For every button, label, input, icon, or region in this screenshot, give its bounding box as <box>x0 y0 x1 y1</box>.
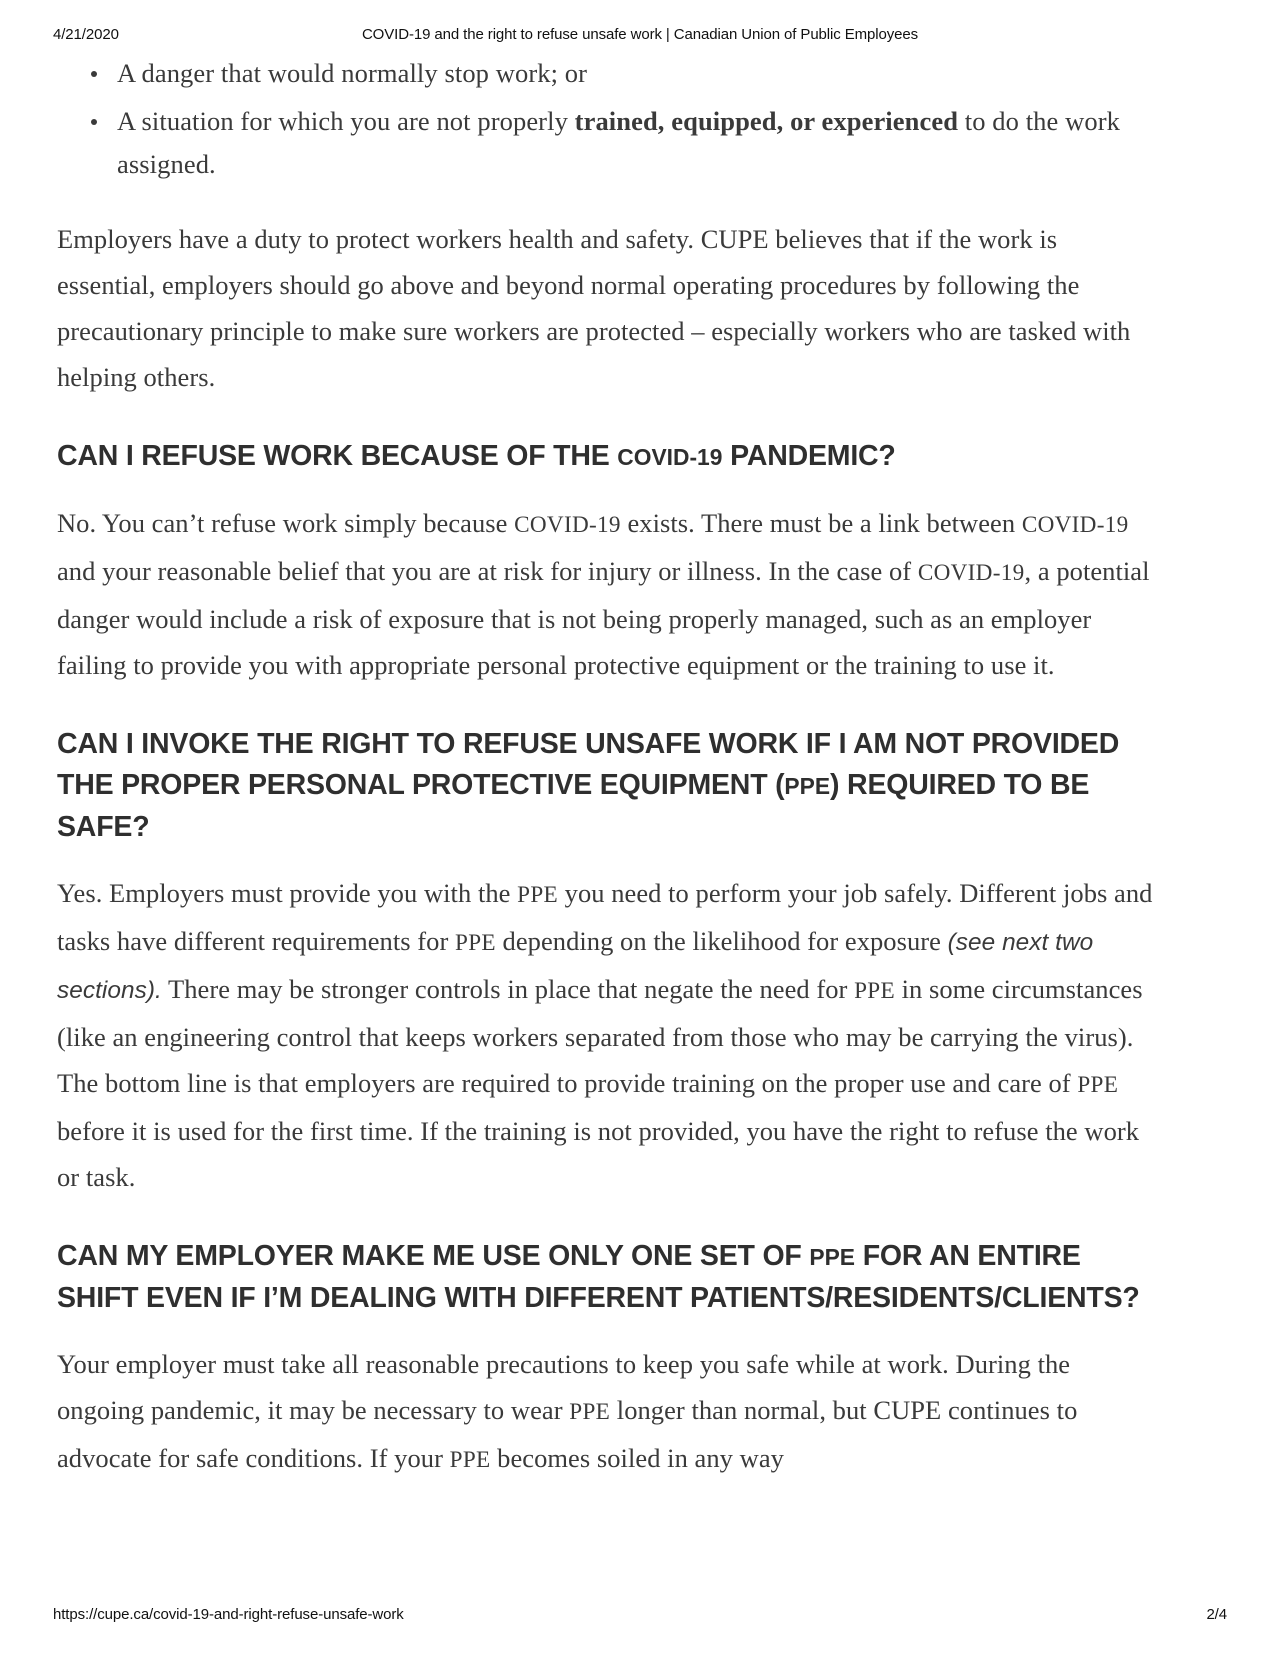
heading-run: ) REQUIRED TO BE SAFE? <box>57 769 1090 843</box>
text-run: in some circumstances (like an engineering control that keeps workers separated from those who may be carrying the virus). The bottom line is that employers are required to provide training on the proper use and care of <box>57 974 1143 1098</box>
bullet-text-2-pre: A situation for which you are not properly <box>117 106 575 136</box>
article-content <box>57 52 1161 1483</box>
print-header-date: 4/21/2020 <box>53 26 119 43</box>
abbrev-run: COVID-19 <box>514 512 621 538</box>
section-body-1 <box>57 500 1161 688</box>
text-run: No. You can’t refuse work simply because <box>57 508 515 538</box>
abbrev-run: PPE <box>569 1399 611 1425</box>
heading-run: CAN MY EMPLOYER MAKE ME USE ONLY ONE SET OF <box>57 1240 810 1272</box>
heading-smallcaps-run: PPE <box>784 773 831 799</box>
list-item <box>57 52 1161 95</box>
heading-smallcaps-run: COVID-19 <box>617 444 723 470</box>
heading-run: FOR AN ENTIRE SHIFT EVEN IF I’M DEALING WITH DIFFERENT PATIENTS/RESIDENTS/CLIENTS? <box>57 1240 1140 1314</box>
text-run: you need to perform your job safely. Different jobs and tasks have different requirements for <box>57 878 1153 956</box>
section-heading-2 <box>57 724 1161 848</box>
italic-run: (see next two sections). <box>57 929 1094 1004</box>
heading-run: CAN I REFUSE WORK BECAUSE OF THE <box>57 440 618 472</box>
abbrev-run: PPE <box>517 882 558 908</box>
conditions-bullet-list <box>57 52 1161 186</box>
bullet-text-2-emphasis: trained, equipped, or experienced <box>574 106 959 136</box>
bullet-text-1: A danger that would normally stop work; or <box>117 58 588 88</box>
section-heading-1 <box>57 436 1161 478</box>
text-run: exists. There must be a link between <box>620 508 1022 538</box>
text-run: Your employer must take all reasonable precautions to keep you safe while at work. During the ongoing pandemic, it may be necessary to wear <box>57 1349 1071 1425</box>
abbrev-run: PPE <box>854 978 895 1004</box>
print-footer <box>0 1606 1280 1628</box>
text-run: depending on the likelihood for exposure <box>495 926 948 956</box>
text-run: becomes soiled in any way <box>490 1443 784 1473</box>
heading-run: PANDEMIC? <box>722 440 896 472</box>
abbrev-run: COVID-19 <box>1021 512 1129 538</box>
heading-run: CAN I INVOKE THE RIGHT TO REFUSE UNSAFE WORK IF I AM NOT PROVIDED THE PROPER PERSONAL PROTECTIVE EQUIPMENT ( <box>57 728 1120 801</box>
section-body-2 <box>57 870 1161 1200</box>
abbrev-run: PPE <box>455 930 496 956</box>
list-item <box>57 100 1161 186</box>
text-run: before it is used for the first time. If the training is not provided, you have the right to refuse the work or task. <box>57 1116 1140 1192</box>
print-footer-page-number: 2/4 <box>1206 1606 1227 1623</box>
print-header-title: COVID-19 and the right to refuse unsafe work | Canadian Union of Public Employees <box>361 26 919 43</box>
abbrev-run: COVID-19 <box>917 560 1025 586</box>
text-run: , a potential danger would include a risk of exposure that is not being properly managed, such as an employer failing to provide you with appropriate personal protective equipment or the training to use it. <box>57 556 1150 680</box>
text-run: Yes. Employers must provide you with the <box>57 878 518 908</box>
section-body-3 <box>57 1341 1161 1483</box>
text-run: and your reasonable belief that you are at risk for injury or illness. In the case of <box>57 556 918 586</box>
intro-paragraph: Employers have a duty to protect workers health and safety. CUPE believes that if the work is essential, employers should go above and beyond normal operating procedures by following the precautionary principle to make sure workers are protected – especially workers who are tasked with helping others. <box>57 224 1131 392</box>
print-header <box>0 26 1280 50</box>
heading-smallcaps-run: PPE <box>809 1244 855 1270</box>
text-run: There may be stronger controls in place that negate the need for <box>161 974 855 1004</box>
text-run: longer than normal, but CUPE continues to advocate for safe conditions. If your <box>57 1395 1078 1473</box>
section-heading-3 <box>57 1236 1161 1319</box>
bullet-text-2-post: to do the work assigned. <box>117 106 1120 179</box>
abbrev-run: PPE <box>1077 1072 1119 1098</box>
abbrev-run: PPE <box>449 1447 491 1473</box>
print-footer-url: https://cupe.ca/covid-19-and-right-refuse-unsafe-work <box>53 1606 404 1623</box>
